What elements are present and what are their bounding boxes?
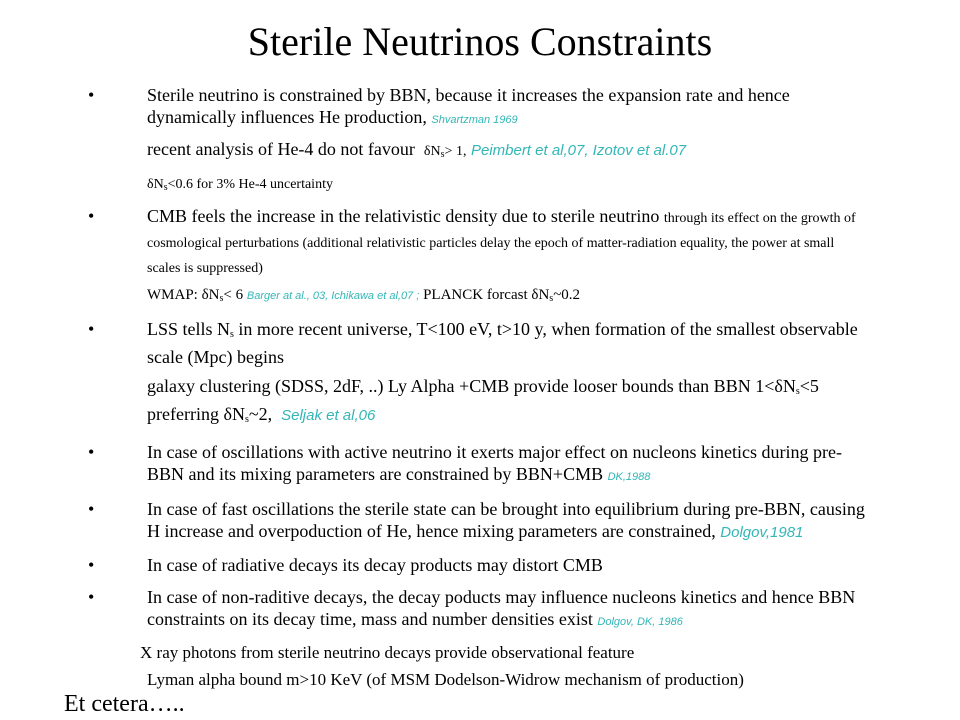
text-span: > 1, [444, 144, 467, 159]
text-span: LSS tells N [147, 319, 231, 339]
text-span: In case of non-raditive decays, the decay poducts may influence nucleons kinetics and hence BBN constraints on its decay time, mass and number densities exist [147, 587, 856, 629]
subscript: s [440, 149, 445, 160]
bullet-text [147, 318, 867, 368]
note-lyman-alpha: Lyman alpha bound m>10 KeV (of MSM Dodelson-Widrow mechanism of production) [147, 670, 744, 689]
text-span: Sterile neutrino is constrained by BBN, because it increases the expansion rate and hence dynamically influences He production, [147, 85, 790, 127]
slide-title: Sterile Neutrinos Constraints [247, 19, 713, 64]
bullet-item-bbn [0, 84, 960, 131]
bullet-marker: • [88, 587, 95, 607]
sub-line-galaxy-clustering [147, 375, 867, 431]
text-span: through its effect on the growth of cosmological perturbations (additional relativistic particles delay the epoch of matter-radiation equality, the power at small scales is suppressed) [147, 211, 856, 276]
bullet-marker: • [88, 319, 95, 339]
text-span: ~0.2 [553, 287, 581, 303]
slide-content [0, 84, 960, 690]
bullet-text [147, 441, 867, 488]
bullet-text [147, 498, 867, 544]
bullet-item-lss [0, 318, 960, 368]
text-span: ~2, [248, 404, 273, 424]
subscript: s [219, 293, 224, 304]
text-span: PLANCK forcast δN [423, 287, 550, 303]
bullet-item-fast-oscillations [0, 498, 960, 544]
delta-symbol: δN [423, 144, 441, 159]
citation: Seljak et al,06 [281, 407, 376, 424]
bullet-marker: • [88, 85, 95, 105]
et-cetera-text: Et cetera….. [64, 691, 185, 717]
bullet-marker: • [88, 499, 95, 519]
text-span: galaxy clustering (SDSS, 2dF, ..) Ly Alpha +CMB provide looser bounds than BBN 1<δN [147, 376, 796, 396]
bullet-text [147, 586, 867, 633]
text-span: < 6 [223, 287, 244, 303]
citation: Shvartzman 1969 [431, 114, 518, 126]
text-span: CMB feels the increase in the relativistic density due to sterile neutrino [147, 206, 660, 226]
note-xray: X ray photons from sterile neutrino decays provide observational feature [140, 643, 635, 662]
citation: Dolgov, DK, 1986 [597, 616, 683, 628]
sub-line-he4 [147, 138, 867, 166]
text-span: In case of oscillations with active neutrino it exerts major effect on nucleons kinetics during pre-BBN and its mixing parameters are constrained by BBN+CMB [147, 442, 842, 484]
bullet-item-radiative-decays [0, 554, 960, 576]
text-span: in more recent universe, T<100 eV, t>10 y, when formation of the smallest observable scale (Mpc) begins [147, 319, 858, 367]
citation: DK,1988 [607, 471, 651, 483]
text-span: <0.6 for 3% He-4 uncertainty [167, 177, 333, 192]
bullet-text [147, 84, 867, 131]
text-span: <5 preferring δN [147, 376, 819, 424]
delta-symbol: δN [147, 177, 164, 192]
text-span: WMAP: δN [147, 287, 220, 303]
text-span: In case of fast oscillations the sterile state can be brought into equilibrium during pre-BBN, causing H increase and overpoduction of He, hence mixing parameters are constrained, [147, 499, 865, 541]
subscript: s [795, 386, 800, 397]
bullet-text: In case of radiative decays its decay products may distort CMB [147, 555, 603, 575]
sub-line-uncertainty [147, 171, 867, 199]
bullet-item-cmb [0, 205, 960, 280]
bullet-text [147, 205, 867, 280]
citation: Peimbert et al,07, Izotov et al.07 [470, 142, 687, 159]
bullet-marker: • [88, 442, 95, 462]
citation: Barger at al., 03, Ichikawa et al,07 ; [246, 290, 420, 302]
bullet-item-non-radiative-decays [0, 586, 960, 633]
bullet-item-oscillations [0, 441, 960, 488]
text-span: recent analysis of He-4 do not favour [147, 139, 415, 159]
citation: Dolgov,1981 [720, 524, 804, 541]
subscript: s [230, 329, 234, 340]
subscript: s [549, 293, 554, 304]
subscript: s [163, 182, 168, 193]
sub-line-wmap [147, 284, 867, 310]
subscript: s [244, 414, 249, 425]
bullet-marker: • [88, 555, 95, 575]
bullet-marker: • [88, 206, 95, 226]
